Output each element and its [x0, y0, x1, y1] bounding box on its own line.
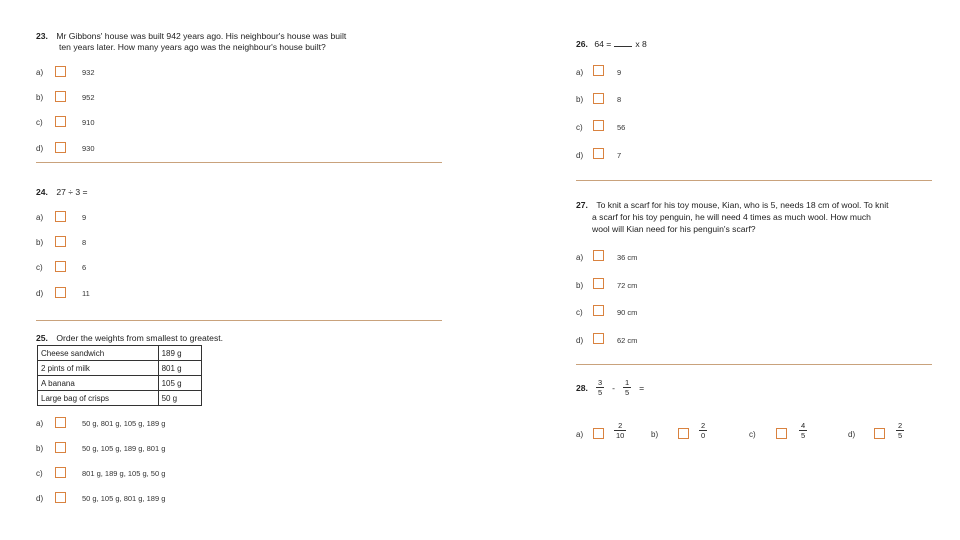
answer-checkbox[interactable] — [55, 116, 66, 127]
fraction — [596, 378, 604, 397]
fraction-denominator: 10 — [616, 431, 625, 440]
answer-checkbox[interactable] — [55, 467, 66, 478]
answer-checkbox[interactable] — [593, 278, 604, 289]
question-27-text — [576, 199, 889, 211]
table-row — [38, 361, 202, 376]
question-number: 28. — [576, 382, 588, 393]
question-left: 64 = — [594, 39, 612, 49]
answer-checkbox[interactable] — [593, 428, 604, 439]
option-value: 50 g, 801 g, 105 g, 189 g — [82, 419, 166, 428]
answer-checkbox[interactable] — [55, 236, 66, 247]
section-divider — [36, 162, 442, 163]
option-value: 8 — [82, 238, 87, 247]
option-value: 90 cm — [617, 308, 638, 317]
option-letter: c) — [36, 118, 43, 127]
option-value: 50 g, 105 g, 801 g, 189 g — [82, 494, 166, 503]
answer-checkbox[interactable] — [55, 91, 66, 102]
section-divider — [36, 320, 442, 321]
question-line: 27 ÷ 3 = — [56, 187, 88, 197]
answer-checkbox[interactable] — [55, 492, 66, 503]
fraction-numerator: 2 — [898, 421, 903, 430]
question-number: 26. — [576, 39, 588, 49]
question-26-text — [576, 38, 647, 50]
fraction-denominator: 5 — [898, 431, 903, 440]
table-cell-weight: 50 g — [158, 391, 201, 406]
question-line: Mr Gibbons' house was built 942 years ago. His neighbour's house was built — [56, 31, 347, 41]
fraction-numerator: 4 — [801, 421, 806, 430]
question-27-text-line2: a scarf for his toy penguin, he will need 4 times as much wool. How much — [592, 212, 871, 222]
section-divider — [576, 364, 932, 365]
answer-checkbox[interactable] — [55, 417, 66, 428]
answer-checkbox[interactable] — [55, 442, 66, 453]
table-cell-weight: 105 g — [158, 376, 201, 391]
question-number: 24. — [36, 187, 48, 197]
option-letter: c) — [576, 123, 583, 132]
answer-checkbox[interactable] — [874, 428, 885, 439]
question-right: x 8 — [635, 39, 647, 49]
answer-checkbox[interactable] — [55, 261, 66, 272]
question-line: To knit a scarf for his toy mouse, Kian, who is 5, needs 18 cm of wool. To knit — [596, 200, 889, 210]
option-value: 62 cm — [617, 336, 638, 345]
option-value: 910 — [82, 118, 95, 127]
option-value: 11 — [82, 289, 90, 298]
answer-checkbox[interactable] — [593, 93, 604, 104]
option-value: 801 g, 189 g, 105 g, 50 g — [82, 469, 166, 478]
answer-checkbox[interactable] — [55, 66, 66, 77]
option-letter: b) — [36, 238, 44, 247]
option-value: 930 — [82, 144, 95, 153]
equals: = — [639, 382, 645, 393]
table-cell-item: Large bag of crisps — [38, 391, 159, 406]
answer-checkbox[interactable] — [776, 428, 787, 439]
answer-checkbox[interactable] — [55, 287, 66, 298]
option-value: 932 — [82, 68, 95, 77]
option-value: 6 — [82, 263, 87, 272]
answer-checkbox[interactable] — [55, 142, 66, 153]
option-value: 72 cm — [617, 281, 638, 290]
question-23-text-line2: ten years later. How many years ago was the neighbour's house built? — [59, 42, 326, 52]
question-25-text — [36, 332, 223, 344]
option-letter: c) — [749, 430, 756, 439]
option-value: 9 — [617, 68, 622, 77]
option-letter: d) — [36, 289, 44, 298]
option-letter: a) — [576, 68, 584, 77]
option-value: 50 g, 105 g, 189 g, 801 g — [82, 444, 166, 453]
option-value: 952 — [82, 93, 95, 102]
table-row — [38, 346, 202, 361]
question-number: 27. — [576, 200, 588, 210]
fraction-numerator: 2 — [701, 421, 706, 430]
answer-checkbox[interactable] — [678, 428, 689, 439]
table-cell-item: Cheese sandwich — [38, 346, 159, 361]
section-divider — [576, 180, 932, 181]
fraction-denominator: 5 — [801, 431, 806, 440]
option-letter: b) — [36, 93, 44, 102]
question-28-text — [576, 378, 644, 397]
fraction-denominator: 0 — [701, 431, 706, 440]
option-letter: a) — [576, 430, 584, 439]
question-24-text — [36, 186, 88, 198]
table-cell-item: 2 pints of milk — [38, 361, 159, 376]
option-value: 7 — [617, 151, 622, 160]
option-fraction — [896, 421, 904, 440]
option-letter: b) — [576, 95, 584, 104]
fraction-numerator: 2 — [614, 421, 626, 431]
question-number: 25. — [36, 333, 48, 343]
answer-blank — [614, 38, 632, 47]
question-27-text-line3: wool will Kian need for his penguin's scarf? — [592, 224, 756, 234]
question-line: Order the weights from smallest to greatest. — [56, 333, 224, 343]
option-letter: a) — [36, 213, 44, 222]
fraction-numerator: 1 — [625, 378, 630, 387]
option-letter: d) — [848, 430, 856, 439]
answer-checkbox[interactable] — [593, 250, 604, 261]
option-letter: d) — [36, 144, 44, 153]
answer-checkbox[interactable] — [593, 148, 604, 159]
option-letter: c) — [36, 469, 43, 478]
option-value: 9 — [82, 213, 87, 222]
fraction-denominator: 5 — [597, 388, 603, 397]
fraction-denominator: 5 — [625, 388, 630, 397]
option-letter: a) — [36, 419, 44, 428]
table-row — [38, 376, 202, 391]
option-letter: b) — [576, 281, 584, 290]
option-fraction — [699, 421, 707, 440]
option-letter: d) — [576, 336, 584, 345]
answer-checkbox[interactable] — [593, 120, 604, 131]
operator: - — [612, 382, 615, 393]
option-value: 36 cm — [617, 253, 638, 262]
answer-checkbox[interactable] — [593, 305, 604, 316]
option-letter: d) — [576, 151, 584, 160]
table-cell-item: A banana — [38, 376, 159, 391]
fraction — [623, 378, 631, 397]
table-cell-weight: 189 g — [158, 346, 201, 361]
option-letter: d) — [36, 494, 44, 503]
fraction-numerator: 3 — [597, 378, 603, 387]
option-letter: c) — [576, 308, 583, 317]
answer-checkbox[interactable] — [593, 333, 604, 344]
option-value: 56 — [617, 123, 626, 132]
table-cell-weight: 801 g — [158, 361, 201, 376]
option-letter: a) — [36, 68, 44, 77]
option-letter: a) — [576, 253, 584, 262]
table-row — [38, 391, 202, 406]
option-letter: b) — [36, 444, 44, 453]
question-number: 23. — [36, 31, 48, 41]
option-fraction — [614, 421, 626, 440]
option-fraction — [799, 421, 807, 440]
option-value: 8 — [617, 95, 622, 104]
option-letter: b) — [651, 430, 659, 439]
weights-table — [37, 345, 202, 406]
answer-checkbox[interactable] — [593, 65, 604, 76]
option-letter: c) — [36, 263, 43, 272]
answer-checkbox[interactable] — [55, 211, 66, 222]
